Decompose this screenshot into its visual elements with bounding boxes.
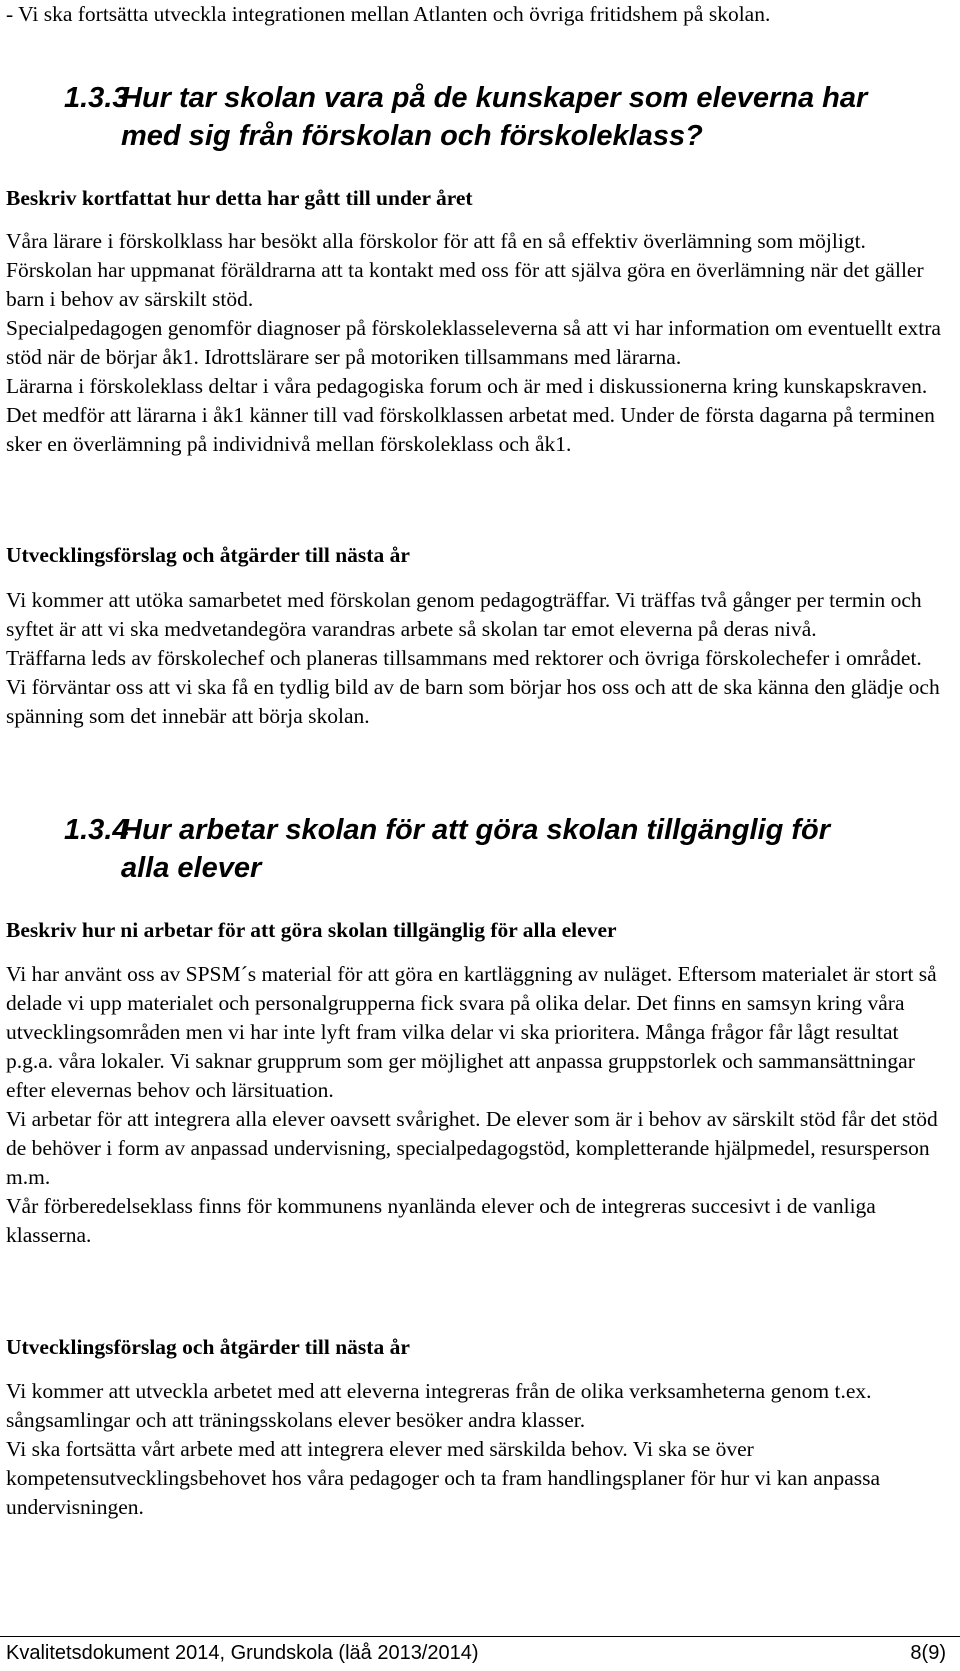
paragraph: Vår förberedelseklass finns för kommunens nyanlända elever och de integreras succesivt i de vanliga klasserna. [6, 1194, 882, 1247]
section-title: Hur arbetar skolan för att göra skolan tillgänglig för alla elever [121, 814, 830, 884]
dev-heading: Utvecklingsförslag och åtgärder till nästa år [6, 543, 410, 567]
dev-body [6, 586, 951, 731]
paragraph: Våra lärare i förskolklass har besökt alla förskolor för att få en så effektiv överlämning som möjligt. Förskolan har uppmanat föräldrarna att ta kontakt med oss för att själva göra en överlämning när det gäller barn i behov av särskilt stöd. [6, 229, 929, 311]
paragraph: Vi kommer att utveckla arbetet med att eleverna integreras från de olika verksamheterna genom t.ex. sångsamlingar och att träningsskolans elever besöker andra klasser. [6, 1379, 877, 1432]
paragraph: Specialpedagogen genomför diagnoser på förskoleklasseleverna så att vi har information om eventuellt extra stöd när de börjar åk1. Idrottslärare ser på motoriken tillsammans med lärarna. [6, 316, 947, 369]
paragraph: Lärarna i förskoleklass deltar i våra pedagogiska forum och är med i diskussionerna kring kunskapskraven. Det medför att lärarna i åk1 känner till vad förskolklassen arbetat med. Under de första dagarna på terminen sker en överlämning på individnivå mellan förskoleklass och åk1. [6, 374, 941, 456]
intro-line: - Vi ska fortsätta utveckla integrationen mellan Atlanten och övriga fritidshem på skolan. [6, 2, 771, 26]
paragraph: Vi ska fortsätta vårt arbete med att integrera elever med särskilda behov. Vi ska se över kompetensutvecklingsbehovet hos våra pedagoger och ta fram handlingsplaner för hur vi kan anpassa undervisningen. [6, 1437, 886, 1519]
paragraph: Vi har använt oss av SPSM´s material för att göra en kartläggning av nuläget. Eftersom materialet är stort så delade vi upp materialet och personalgrupperna fick svara på olika delar. Det finns en samsyn kring våra utvecklingsområden men vi har inte lyft fram vilka delar vi ska prioritera. Många frågor får lågt resultat p.g.a. våra lokaler. Vi saknar grupprum som ger möjlighet att anpassa gruppstorlek och sammansättningar efter elevernas behov och lärsituation. [6, 962, 943, 1102]
paragraph: Vi kommer att utöka samarbetet med förskolan genom pedagogträffar. Vi träffas två gånger per termin och syftet är att vi ska medvetandegöra varandras arbete så skolan tar emot eleverna på deras nivå. [6, 588, 928, 641]
dev-body [6, 1377, 951, 1522]
paragraph: Träffarna leds av förskolechef och planeras tillsammans med rektorer och övriga förskolechefer i området. [6, 646, 922, 670]
paragraph: Vi förväntar oss att vi ska få en tydlig bild av de barn som börjar hos oss och att de ska känna den glädje och spänning som det innebär att börja skolan. [6, 675, 946, 728]
section-number: 1.3.4 [64, 814, 129, 846]
section-body [6, 227, 951, 459]
section-heading-1-3-4 [64, 811, 894, 889]
section-body [6, 960, 951, 1250]
paragraph: Vi arbetar för att integrera alla elever oavsett svårighet. De elever som är i behov av särskilt stöd får det stöd de behöver i form av anpassad undervisning, specialpedagogstöd, kompletterande hjälpmedel, resursperson m.m. [6, 1107, 944, 1189]
footer-document-title: Kvalitetsdokument 2014, Grundskola (läå 2013/2014) [6, 1642, 479, 1664]
subheading: Beskriv hur ni arbetar för att göra skolan tillgänglig för alla elever [6, 918, 617, 942]
subheading: Beskriv kortfattat hur detta har gått till under året [6, 186, 473, 210]
dev-heading: Utvecklingsförslag och åtgärder till nästa år [6, 1335, 410, 1359]
section-title: Hur tar skolan vara på de kunskaper som eleverna har med sig från förskolan och förskoleklass? [121, 82, 868, 152]
section-number: 1.3.3 [64, 82, 129, 114]
footer-page-number: 8(9) [910, 1642, 946, 1664]
section-heading-1-3-3 [64, 79, 894, 157]
footer-divider [0, 1636, 960, 1637]
